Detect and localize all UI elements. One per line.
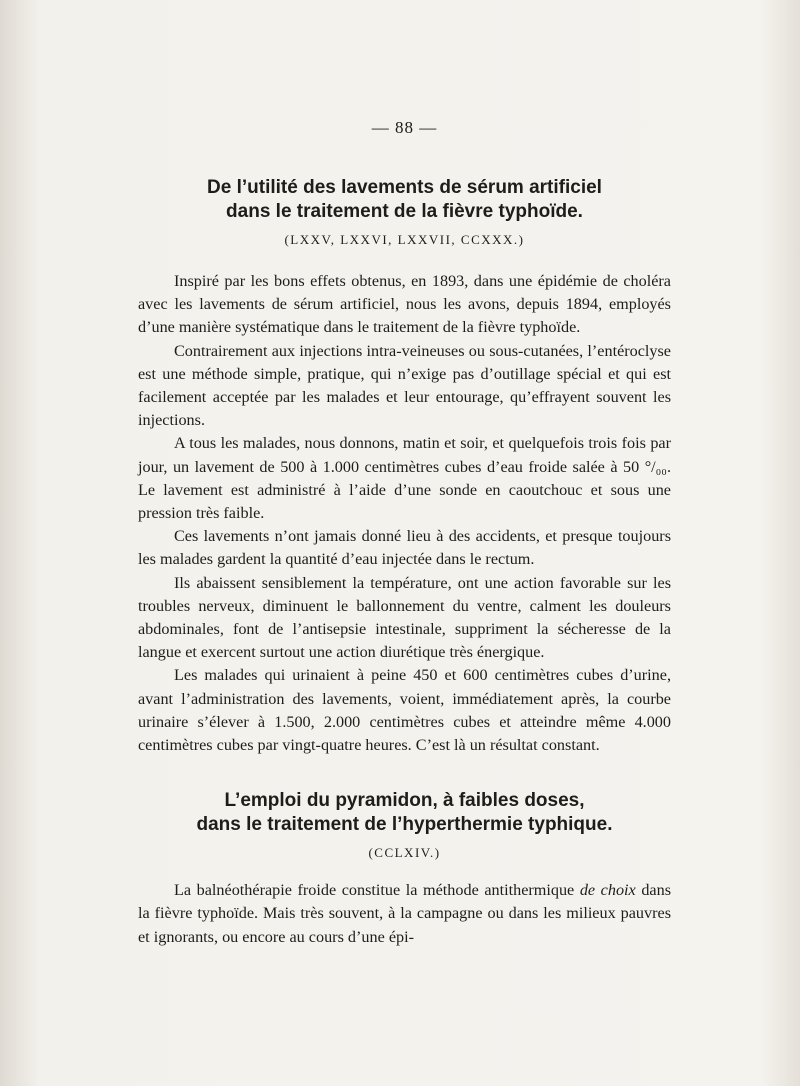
page-content xyxy=(138,118,671,949)
paragraph-text: La balnéothérapie froide constitue la méthode antithermique xyxy=(174,881,580,900)
paragraph xyxy=(138,879,671,949)
section-pyramidon xyxy=(138,789,671,949)
section-title-line: dans le traitement de l’hyperthermie typhique. xyxy=(196,814,613,836)
page-number: — 88 — xyxy=(371,118,438,137)
emphasis-text: de choix xyxy=(579,881,636,900)
paragraph: Ils abaissent sensiblement la température, ont une action favorable sur les troubles nerveux, diminuent le ballonnement du ventre, calment les douleurs abdominales, font de l’antisepsie intestinale, suppriment la sécheresse de la langue et exercent surtout une action diurétique très énergique. xyxy=(138,573,671,662)
section-title xyxy=(138,789,671,837)
section-title-line: L’emploi du pyramidon, à faibles doses, xyxy=(224,790,585,812)
paragraph: Inspiré par les bons effets obtenus, en 1893, dans une épidémie de choléra avec les lavements de sérum artificiel, nous les avons, depuis 1894, employés d’une manière systématique dans le traitement de la fièvre typhoïde. xyxy=(138,272,671,337)
section-spacer xyxy=(138,757,671,789)
section-title-line: De l’utilité des lavements de sérum artificiel xyxy=(207,177,602,198)
section-reference: (LXXV, LXXVI, LXXVII, CCXXX.) xyxy=(284,232,525,247)
paragraph: Ces lavements n’ont jamais donné lieu à des accidents, et presque toujours les malades gardent la quantité d’eau injectée dans le rectum. xyxy=(138,527,671,569)
paragraph: A tous les malades, nous donnons, matin et soir, et quelquefois trois fois par jour, un lavement de 500 à 1.000 centimètres cubes d’eau froide salée à 50 °/₀₀. Le lavement est administré à l’aide d’une sonde en caoutchouc et sous une pression très faible. xyxy=(138,434,671,523)
paragraph: Contrairement aux injections intra-veineuses ou sous-cutanées, l’entéroclyse est une méthode simple, pratique, qui n’exige pas d’outillage spécial et qui est facilement acceptée par les malades et leur entourage, qu’effrayent souvent les injections. xyxy=(138,341,671,430)
section-title xyxy=(138,176,671,224)
section-reference: (CCLXIV.) xyxy=(368,845,441,861)
paragraph: Les malades qui urinaient à peine 450 et 600 centimètres cubes d’urine, avant l’administration des lavements, voient, immédiatement après, la courbe urinaire s’élever à 1.500, 2.000 centimètres cubes et atteindre même 4.000 centimètres cubes par vingt-quatre heures. C’est là un résultat constant. xyxy=(138,666,671,755)
section-serum-lavements xyxy=(138,176,671,757)
paragraph-text: dans la fièvre typhoïde. Mais très souvent, à la campagne ou dans les milieux pauvres et ignorants, ou encore au cours d’une épi- xyxy=(138,881,672,946)
section-title-line: dans le traitement de la fièvre typhoïde. xyxy=(226,201,583,222)
